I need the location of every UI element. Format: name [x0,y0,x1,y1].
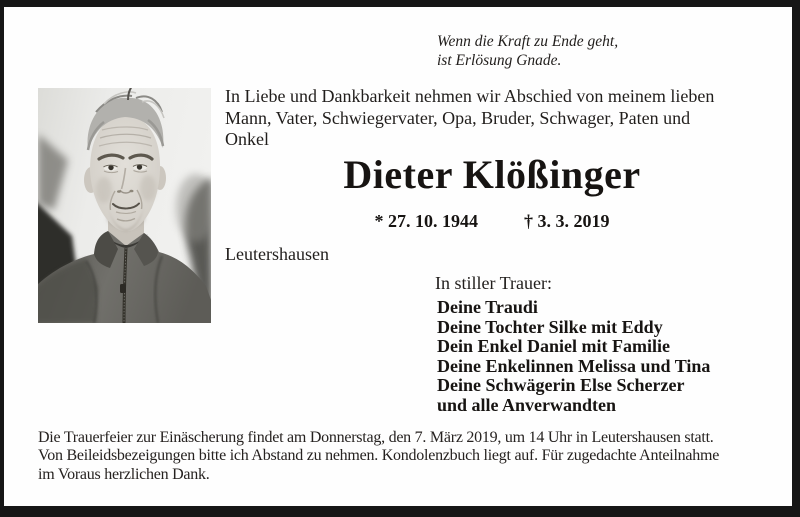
obituary-card [4,7,792,506]
mourner-line: Deine Traudi [437,297,538,317]
mourner-line: Dein Enkel Daniel mit Familie [437,336,670,356]
intro-line: Mann, Vater, Schwiegervater, Opa, Bruder, Schwager, Paten und [225,107,691,128]
funeral-info-line: Von Beileidsbezeigungen bitte ich Abstand zu nehmen. Kondolenzbuch liegt auf. Für zugedachte Anteilnahme [38,447,720,465]
deceased-name: Dieter Klößinger [343,152,641,197]
intro-paragraph [225,86,714,151]
funeral-info-line: Die Trauerfeier zur Einäscherung findet am Donnerstag, den 7. März 2019, um 14 Uhr in Leutershausen statt. [38,429,714,446]
mourner-line: und alle Anverwandten [437,394,617,415]
mourner-line: Deine Tochter Silke mit Eddy [437,316,663,337]
place-name: Leutershausen [225,244,329,264]
mourner-line: Deine Enkelinnen Melissa und Tina [437,355,711,376]
mourners-list [437,298,710,415]
birth-date: * 27. 10. 1944 [374,211,478,231]
epigraph-line: Wenn die Kraft zu Ende geht, [437,33,619,50]
death-date: † 3. 3. 2019 [524,211,610,231]
mourning-heading: In stiller Trauer: [435,273,552,293]
epigraph-quote [437,33,618,70]
mourner-line: Deine Schwägerin Else Scherzer [437,375,685,395]
intro-line: In Liebe und Dankbarkeit nehmen wir Abschied von meinem lieben [225,86,715,106]
portrait-image [38,88,211,323]
intro-line: Onkel [225,129,269,150]
life-dates [225,211,759,232]
epigraph-line: ist Erlösung Gnade. [437,51,562,69]
funeral-info-line: im Voraus herzlichen Dank. [38,465,210,483]
funeral-info-paragraph [38,429,719,484]
deceased-portrait-photo [38,88,211,323]
